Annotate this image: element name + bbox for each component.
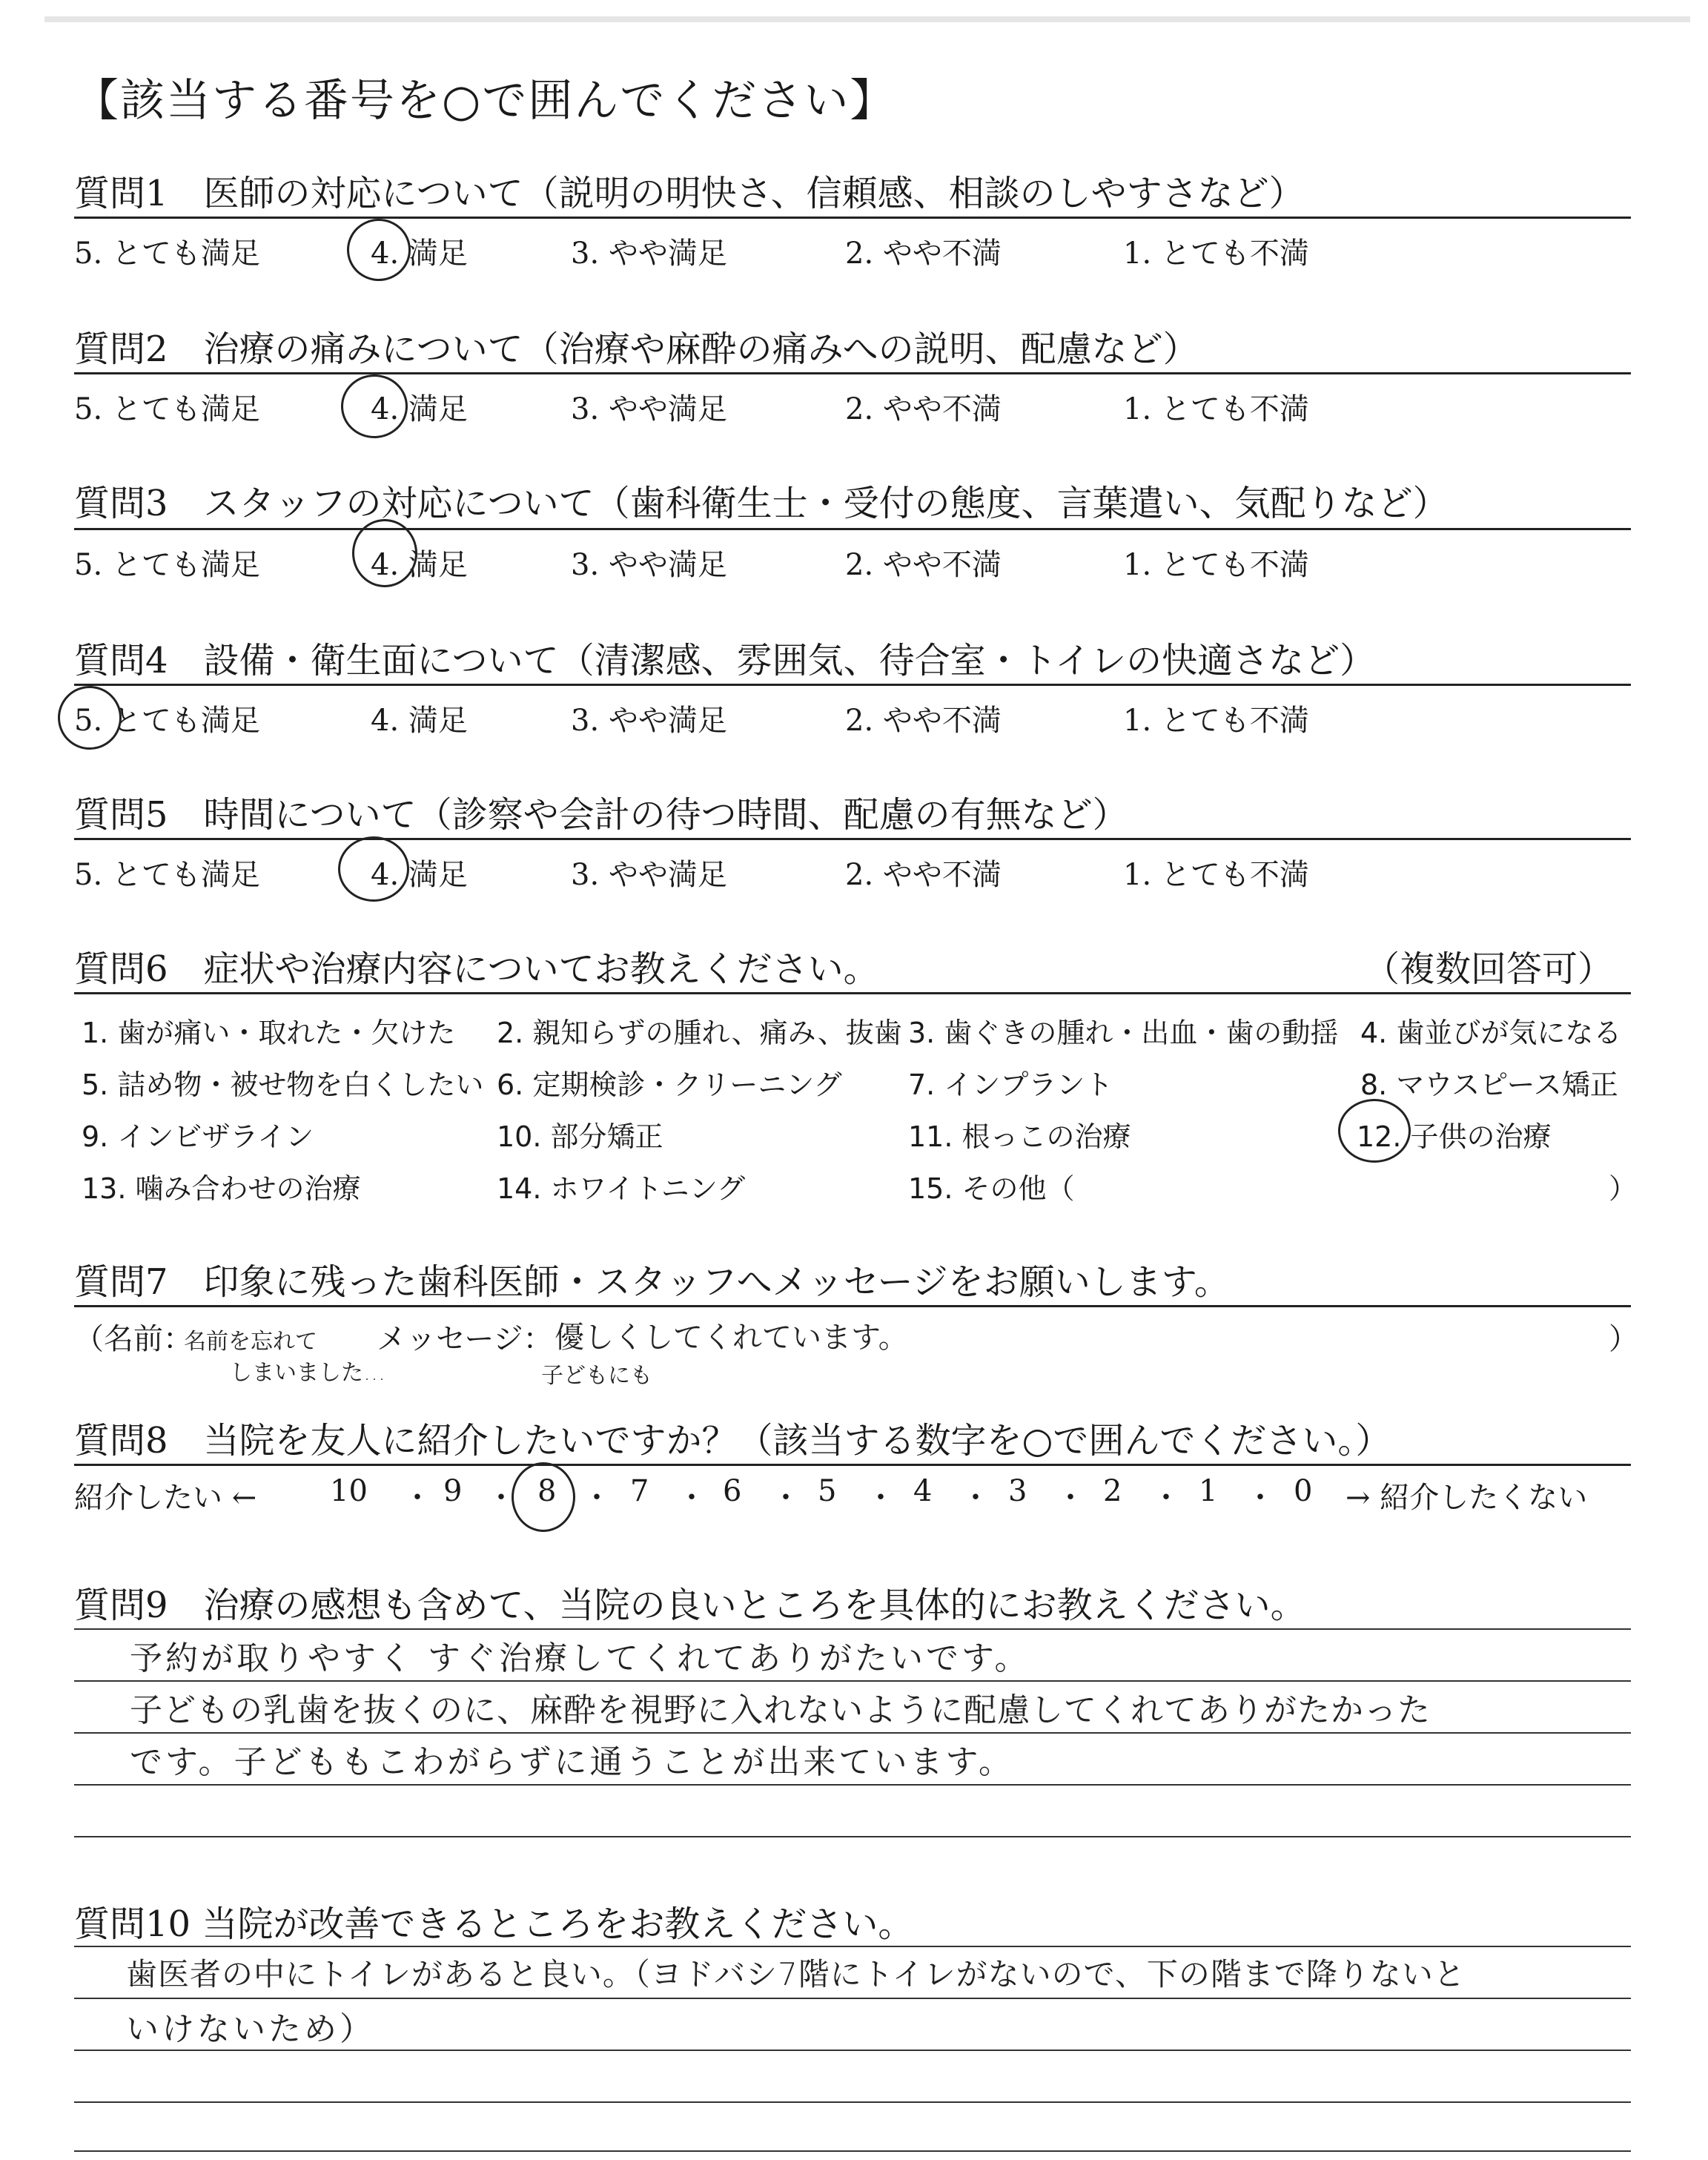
q8-dot: ・ — [677, 1481, 706, 1515]
q8-dot: ・ — [486, 1481, 516, 1515]
q5-rule — [74, 838, 1631, 840]
q1-option-4[interactable]: 4. 満足 — [371, 237, 468, 271]
page-header: 【該当する番号を○で囲んでください】 — [74, 75, 896, 127]
q6-note: （複数回答可） — [1364, 948, 1614, 990]
q8-left-label: 紹介したい ← — [74, 1481, 257, 1515]
q5-option-4[interactable]: 4. 満足 — [371, 858, 468, 892]
q8-dot: ・ — [403, 1481, 432, 1515]
q8-scale-2[interactable]: 2 — [1103, 1474, 1122, 1508]
q5-option-1[interactable]: 1. とても不満 — [1123, 858, 1309, 892]
q6-option-7[interactable]: 7. インプラント — [908, 1069, 1113, 1101]
q10-line — [74, 2050, 1631, 2051]
q8-dot: ・ — [961, 1481, 990, 1515]
q4-selected-circle — [58, 686, 122, 750]
q3-rule — [74, 528, 1631, 530]
q3-option-1[interactable]: 1. とても不満 — [1123, 548, 1309, 582]
q2-rule — [74, 372, 1631, 374]
q8-scale-6[interactable]: 6 — [723, 1474, 742, 1508]
q2-option-5[interactable]: 5. とても満足 — [74, 392, 260, 426]
q7-close-paren: ） — [1609, 1322, 1638, 1356]
q2-option-4[interactable]: 4. 満足 — [371, 392, 468, 426]
q9-line — [74, 1680, 1631, 1682]
q9-line — [74, 1732, 1631, 1734]
q3-option-2[interactable]: 2. やや不満 — [845, 548, 1002, 582]
q6-option-2[interactable]: 2. 親知らずの腫れ、痛み、抜歯 — [497, 1017, 902, 1049]
q10-answer-line-2[interactable]: いけないため） — [126, 2010, 375, 2048]
q6-option-13[interactable]: 13. 噛み合わせの治療 — [82, 1172, 361, 1205]
q6-option-10[interactable]: 10. 部分矯正 — [497, 1120, 663, 1153]
q4-option-3[interactable]: 3. やや満足 — [571, 704, 727, 738]
q8-dot: ・ — [582, 1481, 612, 1515]
q9-title: 質問9 治療の感想も含めて、当院の良いところを具体的にお教えください。 — [74, 1585, 1306, 1626]
q8-scale-3[interactable]: 3 — [1008, 1474, 1027, 1508]
q10-line — [74, 2150, 1631, 2152]
q6-rule — [74, 992, 1631, 994]
q2-option-3[interactable]: 3. やや満足 — [571, 392, 727, 426]
q4-rule — [74, 684, 1631, 686]
q5-selected-circle — [338, 836, 409, 902]
q1-option-5[interactable]: 5. とても満足 — [74, 237, 260, 271]
q6-option-9[interactable]: 9. インビザライン — [82, 1120, 314, 1153]
q8-scale-0[interactable]: 0 — [1294, 1474, 1313, 1508]
q8-title: 質問8 当院を友人に紹介したいですか？（該当する数字を○で囲んでください。） — [74, 1420, 1391, 1462]
q5-option-3[interactable]: 3. やや満足 — [571, 858, 727, 892]
top-edge-line — [44, 16, 1690, 22]
q7-message-value-line1[interactable]: 優しくしてくれています。 — [555, 1321, 908, 1355]
q1-option-2[interactable]: 2. やや不満 — [845, 237, 1002, 271]
q8-scale-10[interactable]: 10 — [330, 1474, 368, 1508]
q10-line — [74, 1946, 1631, 1947]
q6-title: 質問6 症状や治療内容についてお教えください。 — [74, 948, 879, 990]
q6-option-6[interactable]: 6. 定期検診・クリーニング — [497, 1069, 842, 1101]
q9-answer-line-2[interactable]: 子どもの乳歯を抜くのに、麻酔を視野に入れないように配慮してくれてありがたかった — [130, 1691, 1431, 1729]
q9-answer-line-1[interactable]: 予約が取りやすく すぐ治療してくれてありがたいです。 — [130, 1639, 1030, 1677]
q6-option-3[interactable]: 3. 歯ぐきの腫れ・出血・歯の動揺 — [908, 1017, 1339, 1049]
q9-line — [74, 1628, 1631, 1630]
q6-option-8[interactable]: 8. マウスピース矯正 — [1360, 1069, 1618, 1101]
q6-option-1[interactable]: 1. 歯が痛い・取れた・欠けた — [82, 1017, 456, 1049]
q1-rule — [74, 217, 1631, 219]
q7-rule — [74, 1305, 1631, 1307]
q3-selected-circle — [352, 519, 417, 587]
q3-option-4[interactable]: 4. 満足 — [371, 548, 468, 582]
q8-rule — [74, 1464, 1631, 1466]
q8-scale-1[interactable]: 1 — [1199, 1474, 1218, 1508]
q3-option-5[interactable]: 5. とても満足 — [74, 548, 260, 582]
q6-option-5[interactable]: 5. 詰め物・被せ物を白くしたい — [82, 1069, 484, 1101]
q1-option-3[interactable]: 3. やや満足 — [571, 237, 727, 271]
q8-scale-5[interactable]: 5 — [818, 1474, 837, 1508]
q1-option-1[interactable]: 1. とても不満 — [1123, 237, 1309, 271]
q2-option-2[interactable]: 2. やや不満 — [845, 392, 1002, 426]
q6-option-14[interactable]: 14. ホワイトニング — [497, 1172, 746, 1205]
q5-option-5[interactable]: 5. とても満足 — [74, 858, 260, 892]
q9-line — [74, 1836, 1631, 1837]
q8-selected-circle — [512, 1462, 575, 1532]
q8-right-label: → 紹介したくない — [1345, 1481, 1588, 1515]
q8-scale-4[interactable]: 4 — [913, 1474, 933, 1508]
q6-other-close-paren: ） — [1609, 1172, 1638, 1205]
q7-name-value-line2[interactable]: しまいました… — [230, 1360, 385, 1386]
q2-option-1[interactable]: 1. とても不満 — [1123, 392, 1309, 426]
q8-dot: ・ — [1056, 1481, 1085, 1515]
q2-selected-circle — [341, 374, 408, 438]
q4-option-2[interactable]: 2. やや不満 — [845, 704, 1002, 738]
q4-option-5[interactable]: 5. とても満足 — [74, 704, 260, 738]
q7-message-value-line2[interactable]: 子どもにも — [541, 1363, 652, 1389]
q6-option-11[interactable]: 11. 根っこの治療 — [908, 1120, 1131, 1153]
q8-dot: ・ — [1151, 1481, 1181, 1515]
q1-selected-circle — [347, 219, 411, 281]
q5-option-2[interactable]: 2. やや不満 — [845, 858, 1002, 892]
q3-option-3[interactable]: 3. やや満足 — [571, 548, 727, 582]
q7-name-label: （名前： — [74, 1322, 193, 1356]
q8-scale-9[interactable]: 9 — [443, 1474, 463, 1508]
q9-answer-line-3[interactable]: です。子どももこわがらずに通うことが出来ています。 — [130, 1743, 1014, 1781]
q2-title: 質問2 治療の痛みについて（治療や麻酔の痛みへの説明、配慮など） — [74, 328, 1199, 370]
q8-scale-7[interactable]: 7 — [630, 1474, 649, 1508]
q8-scale-8[interactable]: 8 — [537, 1474, 557, 1508]
q4-option-1[interactable]: 1. とても不満 — [1123, 704, 1309, 738]
q4-title: 質問4 設備・衛生面について（清潔感、雰囲気、待合室・トイレの快適さなど） — [74, 640, 1376, 681]
q3-title: 質問3 スタッフの対応について（歯科衛生士・受付の態度、言葉遣い、気配りなど） — [74, 483, 1449, 524]
q8-dot: ・ — [1245, 1481, 1275, 1515]
q9-line — [74, 1784, 1631, 1786]
q7-message-label: メッセージ： — [377, 1322, 553, 1356]
q5-title: 質問5 時間について（診察や会計の待つ時間、配慮の有無など） — [74, 794, 1128, 836]
q4-option-4[interactable]: 4. 満足 — [371, 704, 468, 738]
q6-option-15[interactable]: 15. その他（ — [908, 1172, 1075, 1205]
q10-answer-line-1[interactable]: 歯医者の中にトイレがあると良い。（ヨドバシ7階にトイレがないので、下の階まで降りないと — [126, 1956, 1466, 1992]
q10-line — [74, 1998, 1631, 1999]
q10-title: 質問10 当院が改善できるところをお教えください。 — [74, 1903, 914, 1945]
q6-option-4[interactable]: 4. 歯並びが気になる — [1360, 1017, 1622, 1049]
q8-dot: ・ — [866, 1481, 896, 1515]
q6-selected-circle — [1338, 1099, 1411, 1163]
q8-dot: ・ — [771, 1481, 801, 1515]
q6-option-12[interactable]: 12. 子供の治療 — [1357, 1120, 1552, 1153]
q10-line — [74, 2101, 1631, 2103]
q1-title: 質問1 医師の対応について（説明の明快さ、信頼感、相談のしやすさなど） — [74, 173, 1305, 214]
q7-title: 質問7 印象に残った歯科医師・スタッフへメッセージをお願いします。 — [74, 1261, 1230, 1303]
q7-name-value-line1[interactable]: 名前を忘れて — [184, 1329, 317, 1355]
